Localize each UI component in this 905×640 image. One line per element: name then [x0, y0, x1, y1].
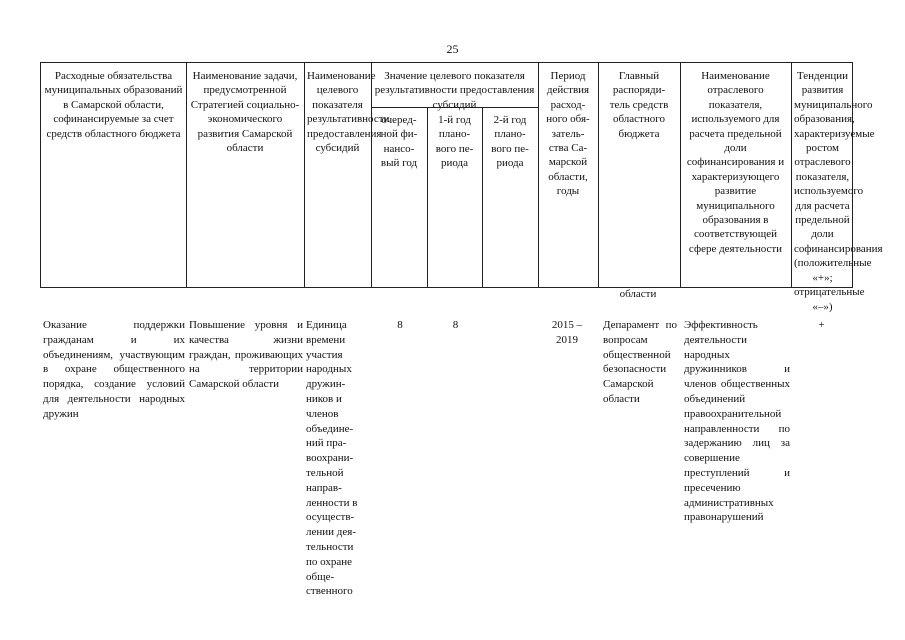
row-period: 2015 – 2019 — [551, 319, 583, 346]
header-plan-year-1: 1-й год плано- вого пе- риода — [435, 114, 474, 170]
header-plan-year-2: 2-й год плано- вого пе- риода — [491, 114, 529, 170]
header-administrator: Главный распоряди- тель средств областного бюджета — [609, 70, 669, 140]
row-indicator: Единица времени участия народных дружин- ников и членов объедине- ний пра- воохрани- тельной направ- ленности в осуществ- лении дея- тельности по охране обще- ственного — [306, 319, 358, 598]
header-period: Период действия расход- ного обя- затель- ства Са- марской области, годы — [546, 70, 590, 198]
header-current-year: очеред- ной фи- нансо- вый год — [380, 114, 418, 170]
header-indicator: Наименование целевого показателя результативности предоставления субсидий — [307, 70, 390, 155]
header-sector-indicator: Наименование отраслевого показателя, используемого для расчета предельной доли софинансирования и характеризующего развитие муниципального образования в соответствующей сфере деятельности — [686, 70, 785, 255]
row-obligation: Оказание поддержки гражданам и их объединениям, участвующим в охране общественного порядка, создание условий для деятельности народных дружин — [43, 319, 185, 420]
row-value-plan1: 8 — [452, 319, 459, 331]
header-task: Наименование задачи, предусмотренной Стратегией социально-экономического развития Самарской области — [190, 70, 300, 155]
header-target-value: Значение целевого показателя результативности предоставления субсидий — [374, 70, 535, 111]
row-value-current: 8 — [397, 319, 403, 331]
row-task: Повышение уровня и качества жизни граждан, проживающих на территории Самарской области — [189, 319, 303, 391]
row-trend: + — [818, 319, 825, 331]
administrator-continuation: области — [619, 288, 657, 300]
header-obligations: Расходные обязательства муниципальных образований в Самарской области, софинансируемые за счет средств областного бюджета — [44, 70, 183, 140]
page-number: 25 — [446, 42, 459, 56]
header-trend: Тенденции развития муниципального образования, характеризуемые ростом отраслевого показателя, используемого для расчета предельной доли софинансирования (положительные «+»; отрицательные «–») — [794, 70, 883, 313]
table-header — [40, 62, 883, 313]
row-sector-indicator: Эффективность деятельности народных дружинников и членов общественных объединений правоохранительной направленности по задержанию лиц за совершение преступлений и пресечению административных правонарушений — [684, 319, 790, 524]
row-administrator: Депарамент по вопросам общественной безопасности Самарской области — [603, 319, 677, 405]
